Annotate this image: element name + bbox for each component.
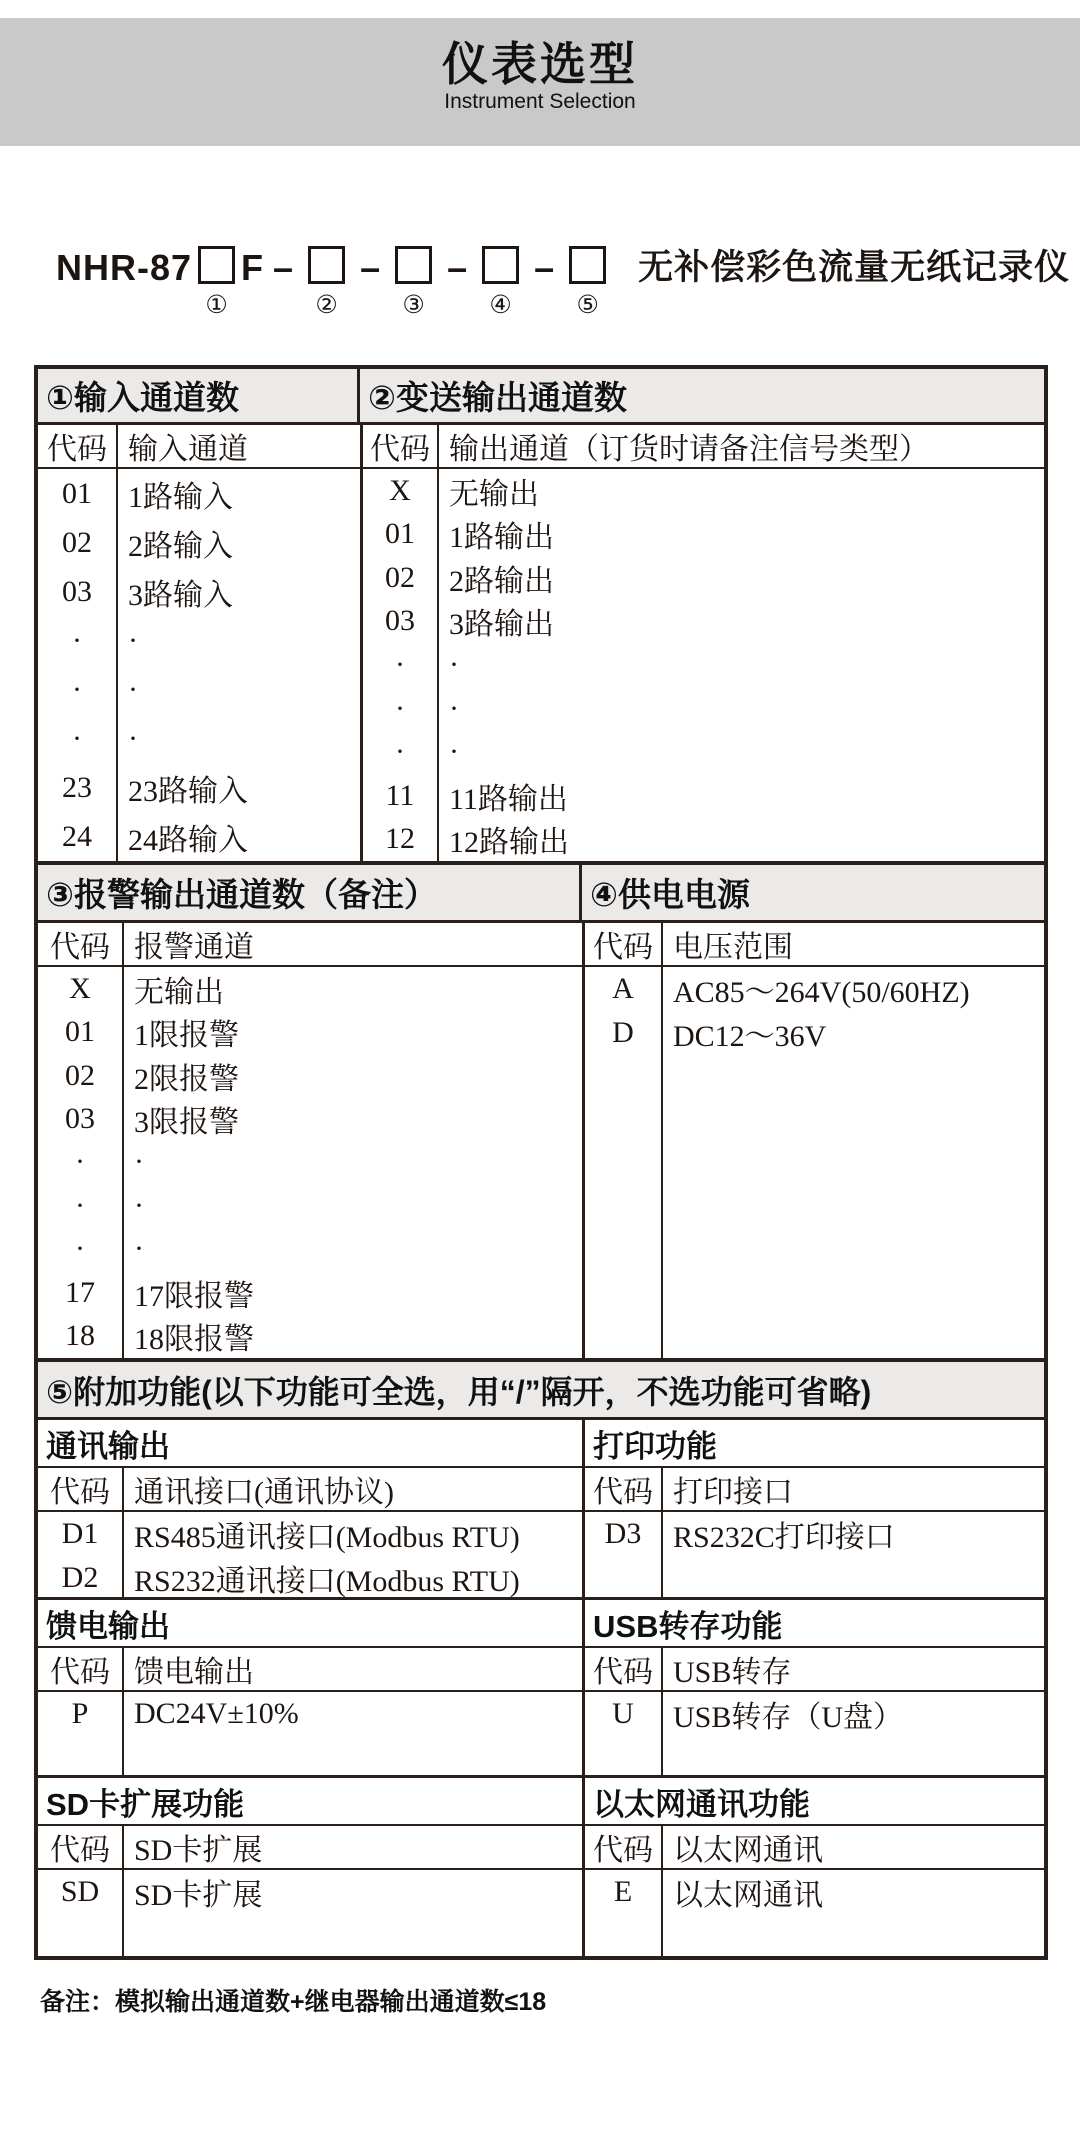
table-row <box>38 1054 582 1097</box>
desc-cell: 3路输出 <box>449 608 554 642</box>
code-cell: U <box>585 1692 663 1736</box>
table-row <box>38 1010 582 1053</box>
desc-cell: · <box>128 672 138 706</box>
model-slot-mark-2: ② <box>315 292 338 319</box>
code-cell: SD <box>38 1870 124 1914</box>
empty-row <box>585 1556 1044 1597</box>
desc-cell: AC85～264V(50/60HZ) <box>673 976 970 1009</box>
model-f-label: F <box>241 247 265 288</box>
code-cell: A <box>585 967 663 1011</box>
code-cell: 17 <box>38 1271 124 1314</box>
desc-cell: RS485通讯接口(Modbus RTU) <box>134 1521 520 1554</box>
column-header-code: 代码 <box>585 1468 663 1510</box>
ethernet-list <box>582 1870 1044 1956</box>
print-function-list <box>582 1512 1044 1597</box>
table-row <box>38 1315 582 1358</box>
table-row <box>363 469 1044 513</box>
table-row <box>38 1228 582 1271</box>
desc-cell: RS232C打印接口 <box>673 1521 895 1554</box>
table-row <box>38 1271 582 1314</box>
desc-cell: · <box>449 648 459 682</box>
section-5-block-1-data <box>38 1512 1044 1600</box>
code-cell: 03 <box>363 600 439 644</box>
desc-cell: 2路输出 <box>449 564 554 598</box>
power-supply-list <box>582 967 1044 1358</box>
code-cell: · <box>38 616 118 665</box>
model-slot-box-1 <box>198 246 235 284</box>
section-5-block-3-data <box>38 1870 1044 1956</box>
section-1-2-data <box>38 469 1044 865</box>
table-row <box>585 1870 1044 1914</box>
section-5-block-3-subheader <box>38 1826 1044 1870</box>
desc-cell: · <box>449 735 459 769</box>
column-header-code: 代码 <box>38 1468 124 1510</box>
code-cell: 03 <box>38 567 118 616</box>
column-header-code: 代码 <box>585 1826 663 1868</box>
section-5-block-2-titles <box>38 1600 1044 1648</box>
section-5-block-2-subheader <box>38 1648 1044 1692</box>
model-slot-2 <box>308 246 345 319</box>
desc-cell: 17限报警 <box>134 1279 254 1313</box>
column-header-desc: 电压范围 <box>673 931 793 964</box>
transmit-output-list <box>360 469 1044 861</box>
column-header-code: 代码 <box>585 1648 663 1690</box>
desc-cell: DC12～36V <box>673 1020 827 1053</box>
table-row <box>38 812 360 861</box>
model-code-line <box>56 246 1080 319</box>
code-cell: · <box>38 714 118 763</box>
table-row <box>38 1692 582 1736</box>
code-cell: 24 <box>38 812 118 861</box>
table-row <box>38 518 360 567</box>
table-row <box>363 513 1044 557</box>
code-cell: E <box>585 1870 663 1914</box>
desc-cell: · <box>134 1188 144 1222</box>
table-row <box>38 763 360 812</box>
code-cell: D2 <box>38 1556 124 1600</box>
desc-cell: 24路输入 <box>128 823 248 857</box>
desc-cell: 1路输入 <box>128 480 233 514</box>
desc-cell: 2限报警 <box>134 1062 239 1096</box>
model-slot-4 <box>482 246 519 319</box>
section-1-2-header <box>38 369 1044 425</box>
code-cell: 01 <box>38 1010 124 1053</box>
sd-card-title: SD卡扩展功能 <box>46 1786 245 1822</box>
table-row <box>363 730 1044 774</box>
table-row <box>363 600 1044 644</box>
sd-card-list <box>38 1870 582 1956</box>
desc-cell: 11路输出 <box>449 782 568 816</box>
column-header-desc: 报警通道 <box>134 931 254 964</box>
code-cell: · <box>363 730 439 774</box>
empty-row <box>585 1914 1044 1956</box>
table-row <box>38 616 360 665</box>
column-header-code: 代码 <box>38 425 118 467</box>
section-5-title: ⑤附加功能(以下功能可全选，用“/”隔开，不选功能可省略) <box>46 1373 872 1410</box>
section-3-4-data <box>38 967 1044 1362</box>
table-row <box>38 1870 582 1914</box>
desc-cell: · <box>128 721 138 755</box>
instrument-selection-table <box>34 365 1048 1960</box>
section-2-title: ②变送输出通道数 <box>368 379 627 416</box>
section-1-2-subheader <box>38 425 1044 469</box>
desc-cell: USB转存（U盘） <box>673 1701 904 1734</box>
code-cell: 23 <box>38 763 118 812</box>
page-subtitle: Instrument Selection <box>444 90 636 113</box>
code-cell: 12 <box>363 818 439 862</box>
dash-separator: – <box>447 247 468 288</box>
code-cell: · <box>38 665 118 714</box>
column-header-desc: 打印接口 <box>673 1476 793 1509</box>
section-3-4-header <box>38 865 1044 923</box>
section-5-block-2-data <box>38 1692 1044 1778</box>
column-header-code: 代码 <box>38 1826 124 1868</box>
model-slot-3 <box>395 246 432 319</box>
column-header-desc: 通讯接口(通讯协议) <box>134 1476 394 1509</box>
code-cell: D <box>585 1011 663 1055</box>
model-slot-box-4 <box>482 246 519 284</box>
desc-cell: 1路输出 <box>449 521 554 555</box>
table-row <box>363 687 1044 731</box>
empty-row <box>585 1055 1044 1358</box>
desc-cell: 18限报警 <box>134 1323 254 1357</box>
code-cell: P <box>38 1692 124 1736</box>
column-header-code: 代码 <box>585 923 663 965</box>
section-5-block-1-subheader <box>38 1468 1044 1512</box>
usb-transfer-list <box>582 1692 1044 1775</box>
table-row <box>585 1692 1044 1736</box>
section-4-title: ④供电电源 <box>590 876 750 913</box>
model-slot-mark-3: ③ <box>402 292 425 319</box>
code-cell: 11 <box>363 774 439 818</box>
table-row <box>363 774 1044 818</box>
desc-cell: 23路输入 <box>128 774 248 808</box>
table-row <box>363 556 1044 600</box>
code-cell: · <box>363 687 439 731</box>
model-slot-mark-1: ① <box>205 292 228 319</box>
comm-output-title: 通讯输出 <box>46 1428 170 1464</box>
code-cell: 02 <box>38 518 118 567</box>
dash-separator: – <box>534 247 555 288</box>
desc-cell: 无输出 <box>134 975 224 1009</box>
print-function-title: 打印功能 <box>582 1420 1044 1466</box>
code-cell: D3 <box>585 1512 663 1556</box>
desc-cell: · <box>134 1145 144 1179</box>
code-cell: · <box>363 643 439 687</box>
code-cell: 18 <box>38 1315 124 1358</box>
comm-output-list <box>38 1512 582 1597</box>
table-row <box>363 643 1044 687</box>
model-slot-box-3 <box>395 246 432 284</box>
desc-cell: 12路输出 <box>449 826 569 860</box>
page-title: 仪表选型 <box>442 38 638 90</box>
code-cell: 02 <box>363 556 439 600</box>
model-slot-1 <box>198 246 235 319</box>
model-slot-box-5 <box>569 246 606 284</box>
table-row <box>38 567 360 616</box>
usb-transfer-title: USB转存功能 <box>582 1600 1044 1646</box>
table-row <box>38 469 360 518</box>
column-header-desc: USB转存 <box>673 1656 792 1689</box>
section-5-block-3-titles <box>38 1778 1044 1826</box>
column-header-desc: 输出通道（订货时请备注信号类型） <box>449 433 929 466</box>
table-row <box>38 1141 582 1184</box>
desc-cell: DC24V±10% <box>134 1697 299 1730</box>
column-header-desc: 馈电输出 <box>134 1656 254 1689</box>
table-row <box>38 1184 582 1227</box>
model-slot-mark-5: ⑤ <box>576 292 599 319</box>
column-header-code: 代码 <box>38 923 124 965</box>
table-row <box>363 818 1044 862</box>
section-3-title: ③报警输出通道数（备注） <box>38 865 582 920</box>
code-cell: 02 <box>38 1054 124 1097</box>
dash-separator: – <box>273 247 294 288</box>
desc-cell: SD卡扩展 <box>134 1879 263 1912</box>
desc-cell: 3限报警 <box>134 1106 239 1140</box>
empty-row <box>585 1736 1044 1775</box>
desc-cell: 1限报警 <box>134 1019 239 1053</box>
page-header <box>0 18 1080 146</box>
section-5-block-1-titles <box>38 1420 1044 1468</box>
empty-row <box>38 1914 582 1956</box>
desc-cell: · <box>134 1232 144 1266</box>
table-row <box>38 1512 582 1556</box>
code-cell: 01 <box>38 469 118 518</box>
model-description: 无补偿彩色流量无纸记录仪 <box>638 248 1071 287</box>
column-header-desc: 输入通道 <box>128 433 248 466</box>
desc-cell: 3路输入 <box>128 578 233 612</box>
column-header-code: 代码 <box>38 1648 124 1690</box>
code-cell: · <box>38 1141 124 1184</box>
section-1-title: ①输入通道数 <box>38 369 360 422</box>
code-cell: X <box>363 469 439 513</box>
table-row <box>585 1512 1044 1556</box>
table-row <box>38 1556 582 1600</box>
footnote: 备注：模拟输出通道数+继电器输出通道数≤18 <box>40 1988 547 2016</box>
table-row <box>38 714 360 763</box>
code-cell: · <box>38 1184 124 1227</box>
code-cell: X <box>38 967 124 1010</box>
ethernet-title: 以太网通讯功能 <box>582 1778 1044 1824</box>
desc-cell: RS232通讯接口(Modbus RTU) <box>134 1565 520 1598</box>
empty-row <box>38 1736 582 1775</box>
column-header-desc: SD卡扩展 <box>134 1834 263 1867</box>
desc-cell: 无输出 <box>449 477 539 511</box>
code-cell: · <box>38 1228 124 1271</box>
desc-cell: · <box>449 691 459 725</box>
dash-separator: – <box>360 247 381 288</box>
desc-cell: · <box>128 623 138 657</box>
column-header-desc: 以太网通讯 <box>673 1834 823 1867</box>
table-row <box>38 665 360 714</box>
feed-power-list <box>38 1692 582 1775</box>
table-row <box>585 967 1044 1011</box>
model-prefix: NHR-87 <box>56 247 193 288</box>
code-cell: D1 <box>38 1512 124 1556</box>
desc-cell: 以太网通讯 <box>673 1879 823 1912</box>
model-slot-box-2 <box>308 246 345 284</box>
section-5-header <box>38 1362 1044 1420</box>
code-cell: 01 <box>363 513 439 557</box>
section-3-4-subheader <box>38 923 1044 967</box>
desc-cell: 2路输入 <box>128 529 233 563</box>
table-row <box>38 1097 582 1140</box>
alarm-output-list <box>38 967 582 1358</box>
column-header-code: 代码 <box>363 425 439 467</box>
model-slot-5 <box>569 246 606 319</box>
model-slot-mark-4: ④ <box>489 292 512 319</box>
table-row <box>38 967 582 1010</box>
feed-power-title: 馈电输出 <box>46 1608 170 1644</box>
code-cell: 03 <box>38 1097 124 1140</box>
table-row <box>585 1011 1044 1055</box>
input-channel-list <box>38 469 360 861</box>
